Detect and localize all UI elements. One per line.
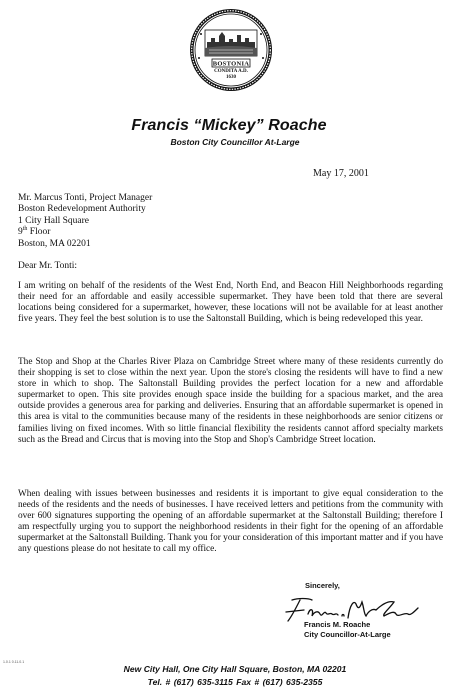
recipient-floor xyxy=(18,227,152,238)
floor-number: 9 xyxy=(18,227,23,238)
letter-date: May 17, 2001 xyxy=(313,168,369,179)
body-paragraph-1 xyxy=(18,281,443,325)
seal-name-text: BOSTONIA xyxy=(212,60,250,68)
boston-city-seal xyxy=(189,8,273,92)
margin-code: 1.0.1 0.11.0.1 xyxy=(3,660,25,664)
body-paragraph-3 xyxy=(18,489,443,556)
recipient-street: 1 City Hall Square xyxy=(18,215,89,226)
signer-name: Francis M. Roache xyxy=(304,620,371,629)
floor-word: Floor xyxy=(27,227,51,238)
letterhead-name: Francis “Mickey” Roache xyxy=(131,117,327,134)
recipient-address-block xyxy=(18,193,152,250)
floor-suffix: th xyxy=(22,226,28,233)
paragraph-text: I am writing on behalf of the residents of the West End, North End, and Beacon Hill Neighborhoods regarding their need for an affordable and easily accessible supermarket. They have been told that there are several locations being considered for a supermarket, however, these locations will not be available for at least another five years. They feel the best solution is to use the Saltonstall Building, which is being redeveloped this year. xyxy=(18,281,443,325)
recipient-name: Mr. Marcus Tonti, Project Manager xyxy=(18,193,153,203)
paragraph-text: When dealing with issues between businesses and residents it is important to give equal consideration to the needs of the residents and the needs of businesses. I have received letters and petitions from the community with over 600 signatures supporting the opening of an affordable supermarket at the Saltonstall Building; therefore I am respectfully urging you to support the neighborhood residents in their fight for the opening of an affordable supermarket at the Saltonstall Building. Thank you for your consideration of this important matter and if you have any questions please do not hesitate to call my office. xyxy=(18,489,443,555)
valediction: Sincerely, xyxy=(305,581,340,590)
paragraph-text: The Stop and Shop at the Charles River Plaza on Cambridge Street where many of these residents currently do their shopping is set to close within the next year. Upon the store's closing the residents will have to find a new store in which to shop. The Saltonstall Building provides the perfect location for a new and affordable supermarket to open. This site provides enough space inside the building for a spacious market, and the area outside provides a generous area for parking and deliveries. Ensuring that an affordable supermarket is opened in this area is vital to the communities because many of the residents in these neighborhoods are senior citizens or families living on fixed incomes. With so little financial flexibility the residents cannot afford specialty markets such as the Bread and Circus that is moving into the Stop and Shop's Cambridge Street location. xyxy=(18,357,443,445)
footer-address: New City Hall, One City Hall Square, Boston, MA 02201 xyxy=(123,664,347,674)
recipient-organization: Boston Redevelopment Authority xyxy=(18,204,146,215)
seal-year-text: 1630 xyxy=(226,75,236,80)
footer-phones: Tel. # (617) 635-3115 Fax # (617) 635-2355 xyxy=(147,677,323,687)
salutation: Dear Mr. Tonti: xyxy=(18,261,78,271)
signer-title: City Councillor-At-Large xyxy=(304,630,391,639)
seal-condita-text: CONDITA A.D. xyxy=(214,69,248,74)
body-paragraph-2 xyxy=(18,357,443,446)
recipient-city: Boston, MA 02201 xyxy=(18,238,91,249)
letterhead-title: Boston City Councillor At-Large xyxy=(170,137,300,147)
